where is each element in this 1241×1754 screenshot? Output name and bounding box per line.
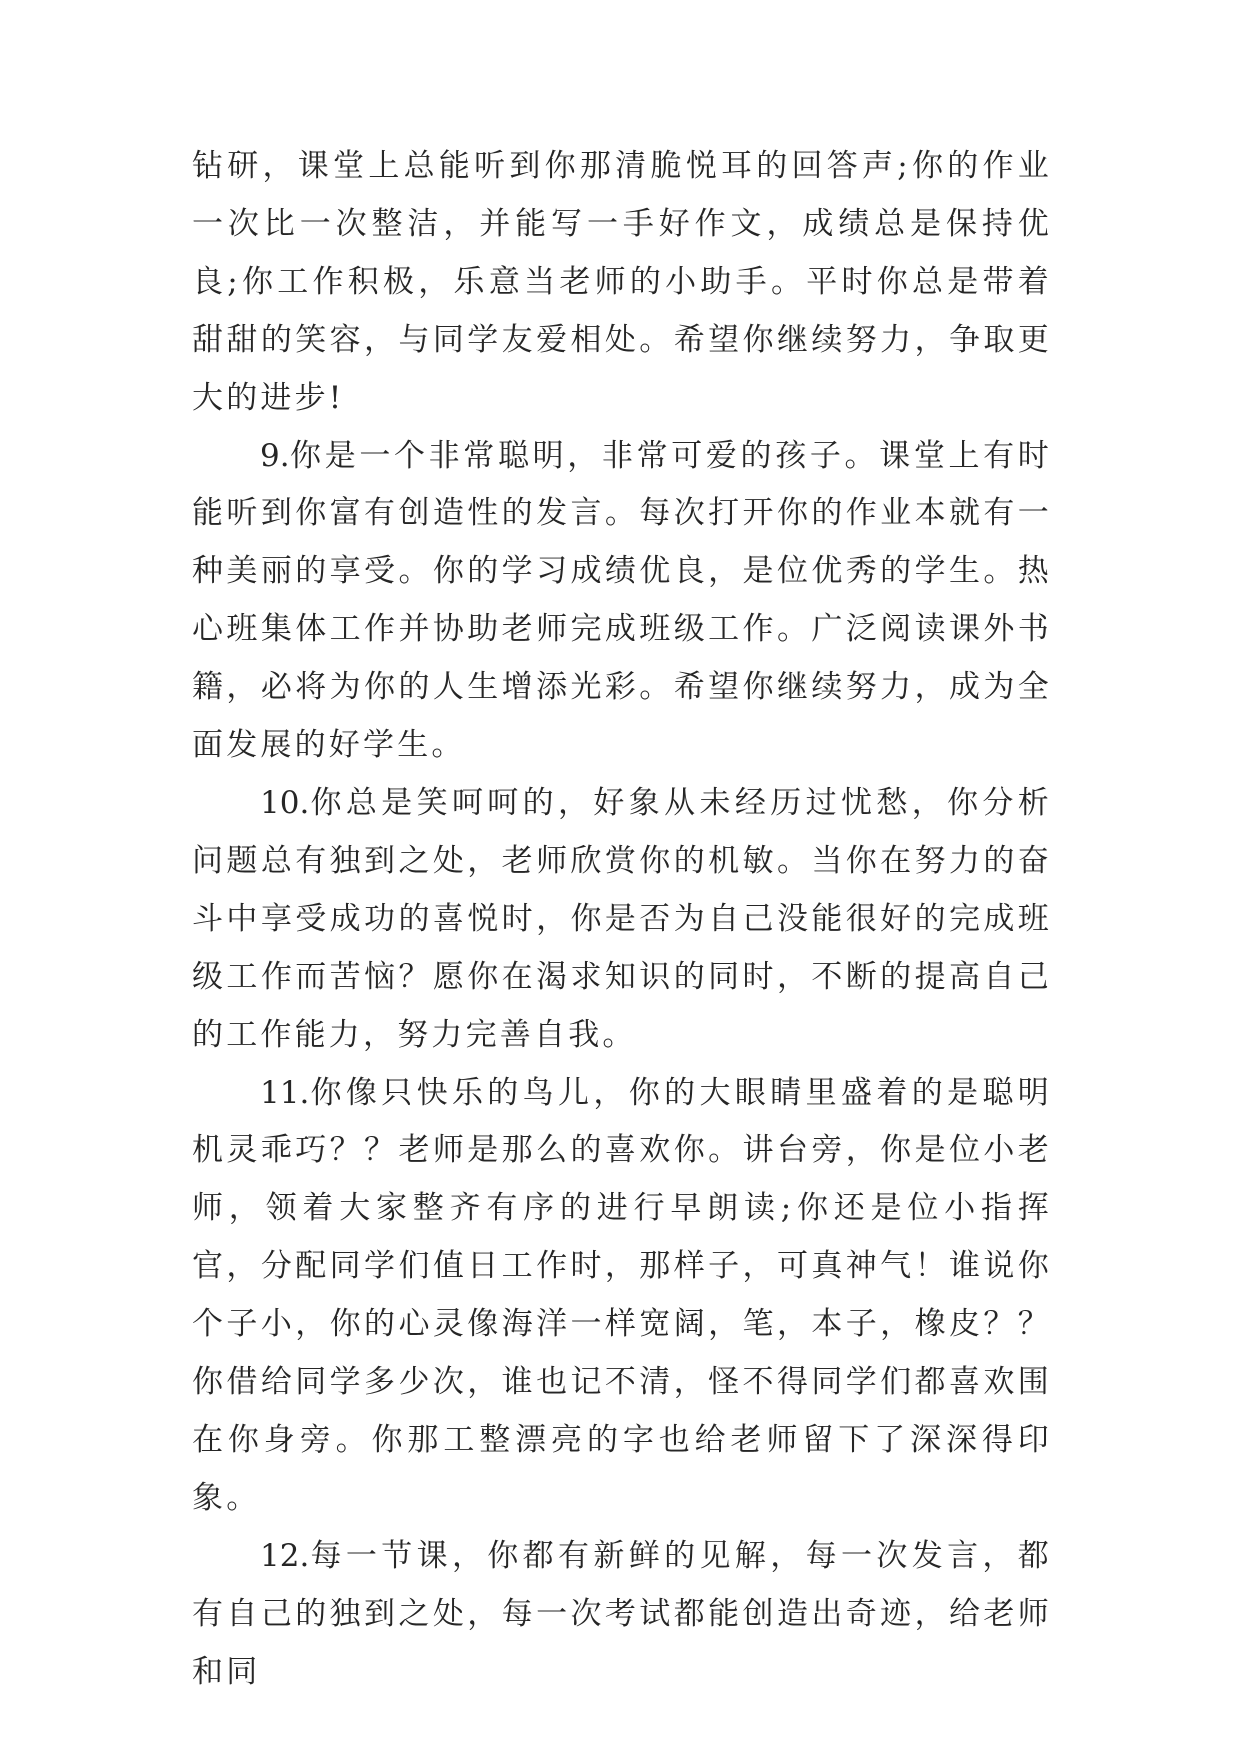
paragraph-9 [192, 428, 1052, 775]
paragraph-continuation [192, 138, 1052, 428]
paragraph-12 [192, 1528, 1052, 1702]
paragraph-number: 11. [260, 1074, 310, 1111]
paragraph-text: 你总是笑呵呵的，好象从未经历过忧愁，你分析问题总有独到之处，老师欣赏你的机敏。当你在努力的奋斗中享受成功的喜悦时，你是否为自己没能很好的完成班级工作而苦恼？愿你在渴求知识的同时，不断的提高自己的工作能力，努力完善自我。 [192, 784, 1052, 1053]
paragraph-text: 你是一个非常聪明，非常可爱的孩子。课堂上有时能听到你富有创造性的发言。每次打开你的作业本就有一种美丽的享受。你的学习成绩优良，是位优秀的学生。热心班集体工作并协助老师完成班级工作。广泛阅读课外书籍，必将为你的人生增添光彩。希望你继续努力，成为全面发展的好学生。 [192, 437, 1052, 764]
paragraph-number: 12. [260, 1537, 310, 1574]
paragraph-number: 10. [260, 784, 310, 821]
document-page [192, 138, 1052, 1701]
paragraph-number: 9. [260, 437, 290, 474]
paragraph-text: 每一节课，你都有新鲜的见解，每一次发言，都有自己的独到之处，每一次考试都能创造出奇迹，给老师和同 [192, 1537, 1052, 1690]
paragraph-text: 你像只快乐的鸟儿，你的大眼睛里盛着的是聪明机灵乖巧？？老师是那么的喜欢你。讲台旁，你是位小老师，领着大家整齐有序的进行早朗读;你还是位小指挥官，分配同学们值日工作时，那样子，可真神气！谁说你个子小，你的心灵像海洋一样宽阔，笔，本子，橡皮？？你借给同学多少次，谁也记不清，怪不得同学们都喜欢围在你身旁。你那工整漂亮的字也给老师留下了深深得印象。 [192, 1074, 1052, 1516]
paragraph-11 [192, 1065, 1052, 1528]
paragraph-text: 钻研，课堂上总能听到你那清脆悦耳的回答声;你的作业一次比一次整洁，并能写一手好作文，成绩总是保持优良;你工作积极，乐意当老师的小助手。平时你总是带着甜甜的笑容，与同学友爱相处。希望你继续努力，争取更大的进步! [192, 148, 1052, 416]
paragraph-10 [192, 775, 1052, 1065]
